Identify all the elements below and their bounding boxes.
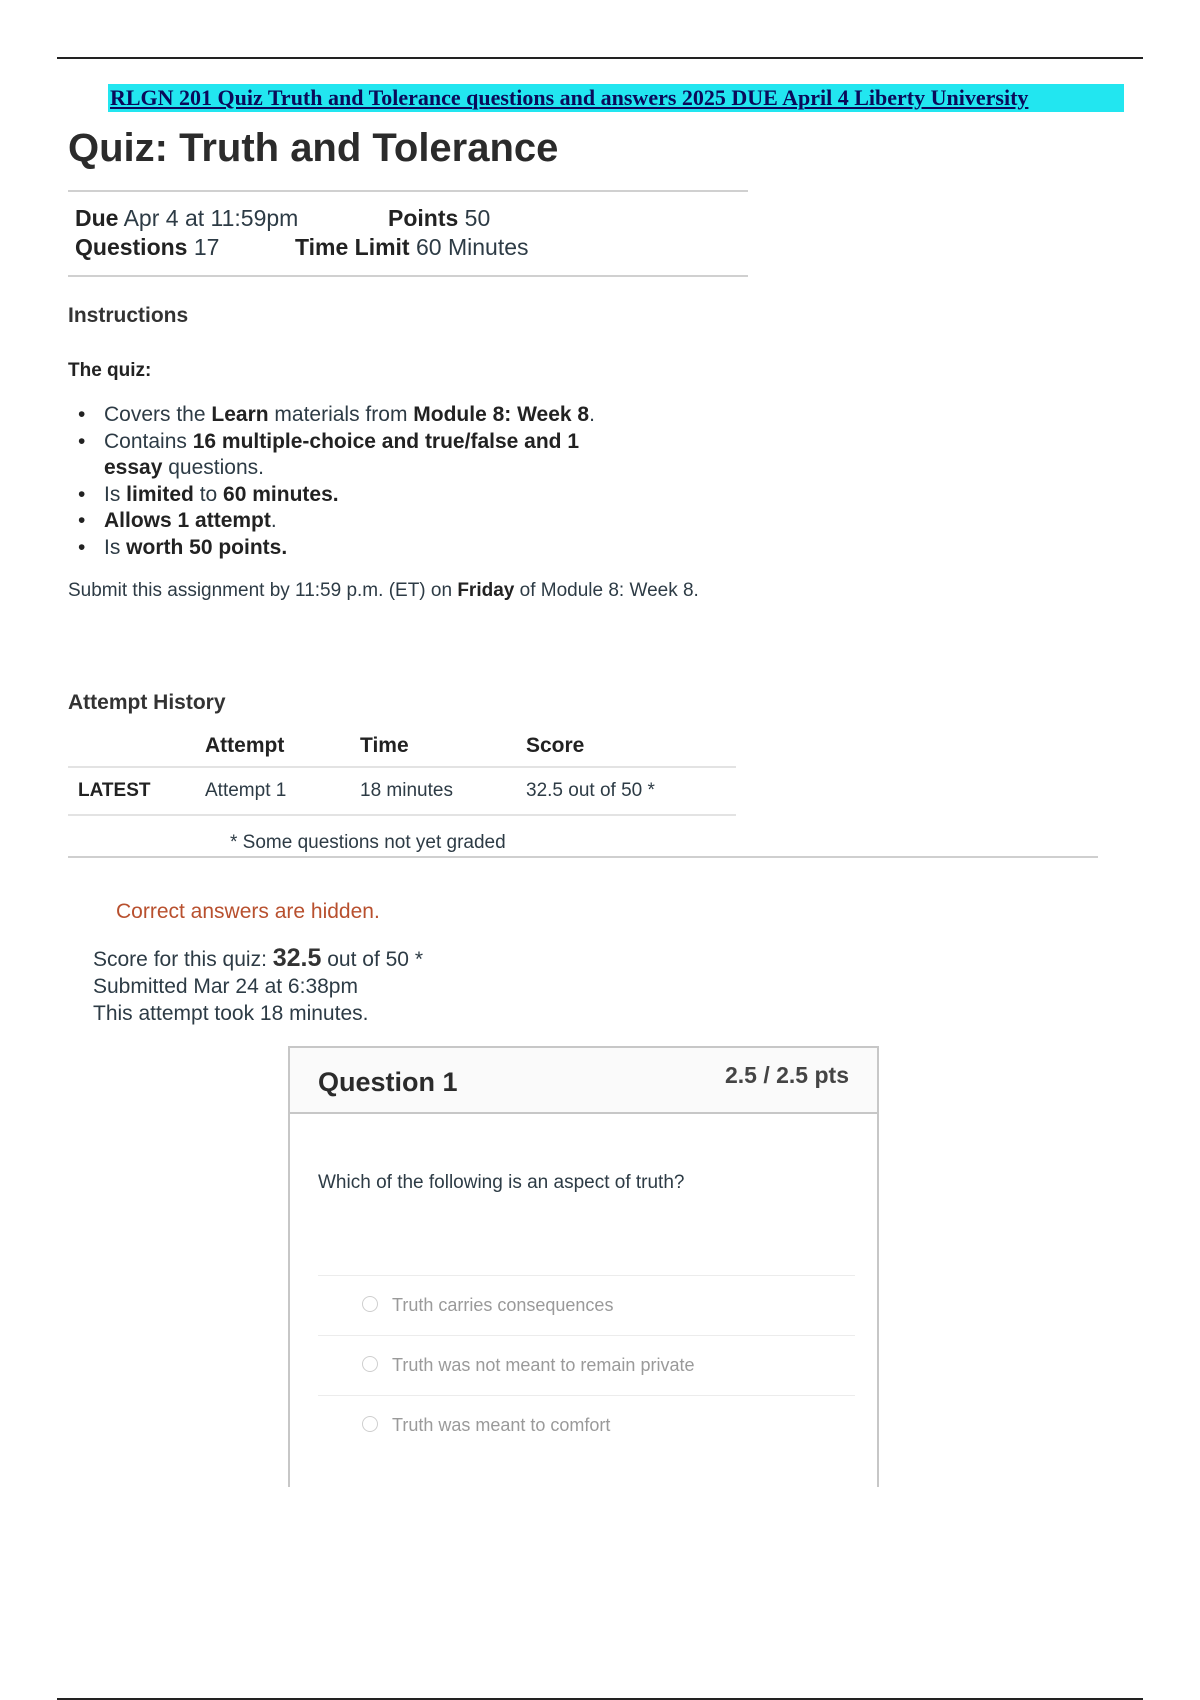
points-value: 50 [464, 205, 491, 231]
submit-text: Submit this assignment by 11:59 p.m. (ET) on [68, 580, 458, 601]
bullet-bold: limited [126, 482, 194, 506]
answer-label: Truth was not meant to remain private [392, 1355, 695, 1375]
questions-label: Questions [75, 234, 188, 260]
bullet-text: questions. [162, 456, 264, 479]
bullet-bold: worth 50 points. [126, 535, 288, 559]
radio-icon[interactable] [362, 1296, 378, 1312]
answer-option[interactable] [318, 1275, 855, 1333]
radio-icon[interactable] [362, 1416, 378, 1432]
bullet-text: Covers the [104, 403, 212, 426]
answer-label: Truth was meant to comfort [392, 1415, 611, 1435]
attempt-time: 18 minutes [360, 767, 526, 815]
question-header [290, 1048, 877, 1114]
answer-option[interactable] [318, 1335, 855, 1393]
submit-note [68, 578, 728, 603]
top-rule [57, 57, 1143, 59]
column-header: Score [526, 726, 736, 767]
score-value: 32.5 [272, 944, 322, 972]
document-header-title: RLGN 201 Quiz Truth and Tolerance questions and answers 2025 DUE April 4 Liberty University [108, 84, 1124, 112]
column-header: Time [360, 726, 526, 767]
points-label: Points [388, 205, 459, 231]
divider [68, 275, 748, 277]
due-value: Apr 4 at 11:59pm [123, 205, 299, 231]
bullet-text: to [193, 482, 224, 506]
bullet-bold: Allows 1 attempt [104, 509, 271, 532]
grading-note: * Some questions not yet graded [230, 832, 506, 853]
attempt-history-heading: Attempt History [68, 691, 226, 714]
list-item [78, 402, 638, 429]
radio-icon[interactable] [362, 1356, 378, 1372]
divider [68, 190, 748, 192]
bullet-text: Is [104, 535, 127, 559]
due-date [75, 205, 298, 232]
divider [68, 856, 1098, 858]
score-prefix: Score for this quiz: [93, 948, 273, 971]
question-points: 2.5 / 2.5 pts [724, 1062, 849, 1088]
answers-hidden-message: Correct answers are hidden. [116, 900, 380, 923]
instructions-heading: Instructions [68, 304, 189, 327]
bullet-bold: 16 multiple-choice and true/false and 1 essay [104, 429, 579, 479]
list-item [78, 508, 638, 535]
question-card [288, 1046, 879, 1487]
page-title: Quiz: Truth and Tolerance [68, 126, 559, 170]
bullet-text: Is [104, 482, 127, 506]
question-text: Which of the following is an aspect of truth? [318, 1172, 685, 1193]
time-limit-value: 60 Minutes [416, 234, 529, 260]
due-label: Due [75, 205, 119, 231]
attempt-link[interactable]: Attempt 1 [205, 767, 360, 815]
bullet-bold: Module 8: Week 8 [413, 403, 590, 426]
score-line [93, 945, 423, 973]
answer-label: Truth carries consequences [392, 1295, 614, 1315]
column-header: Attempt [205, 726, 360, 767]
submit-text: of Module 8: Week 8. [514, 580, 699, 601]
list-item [78, 535, 638, 562]
points [388, 205, 490, 232]
latest-tag: LATEST [68, 767, 205, 815]
list-item [78, 482, 638, 509]
bullet-bold: Learn [211, 403, 269, 426]
list-item [78, 429, 638, 482]
answer-option[interactable] [318, 1395, 855, 1453]
score-summary [93, 945, 423, 1027]
bullet-text: . [589, 403, 595, 426]
bullet-text: . [270, 509, 277, 532]
questions-count [75, 234, 219, 261]
table-row [68, 767, 736, 815]
question-title: Question 1 [318, 1067, 458, 1097]
table-header-row [68, 726, 736, 767]
attempt-duration: This attempt took 18 minutes. [93, 1002, 369, 1025]
questions-value: 17 [193, 234, 220, 260]
bullet-text: materials from [268, 403, 414, 426]
submit-day: Friday [457, 580, 515, 601]
bullet-text: Contains [104, 429, 193, 453]
attempt-history-table [68, 726, 736, 816]
time-limit [295, 234, 529, 261]
column-header [68, 726, 205, 767]
instructions-subheading: The quiz: [68, 360, 152, 381]
instructions-list [78, 402, 638, 561]
time-limit-label: Time Limit [295, 234, 410, 260]
score-suffix: out of 50 * [321, 948, 423, 971]
submitted-time: Submitted Mar 24 at 6:38pm [93, 975, 358, 998]
attempt-score: 32.5 out of 50 * [526, 767, 736, 815]
bullet-bold: 60 minutes. [223, 482, 339, 506]
